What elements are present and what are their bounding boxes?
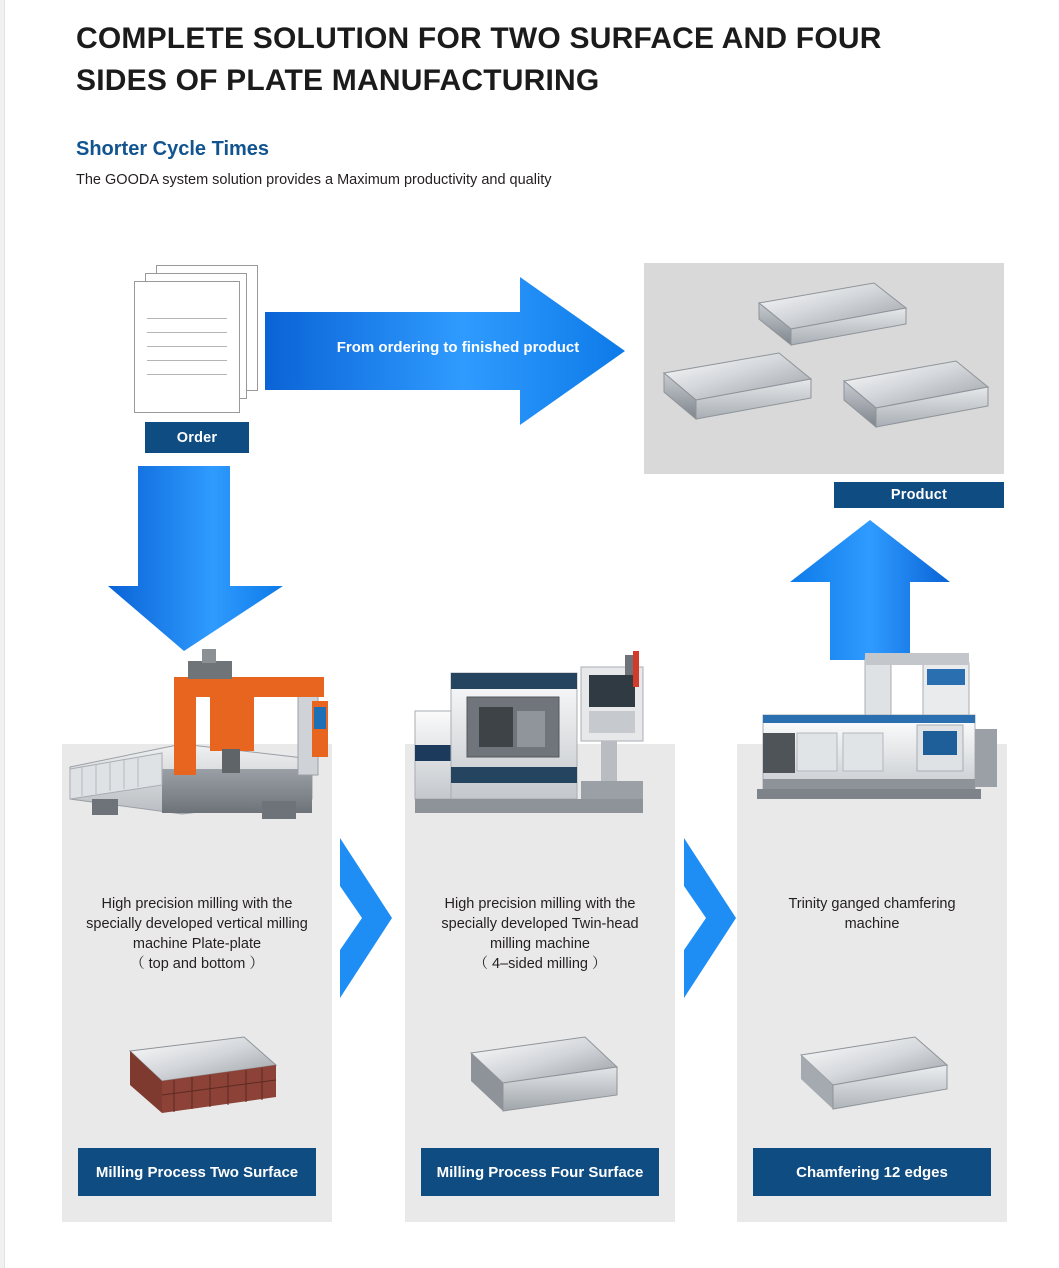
process-to-product-up-arrow <box>790 520 950 660</box>
process-3-caption <box>747 894 997 934</box>
page-edge <box>0 0 5 1268</box>
order-to-process-down-arrow <box>108 466 288 651</box>
order-label: Order <box>145 422 249 453</box>
process-3-caption-line: Trinity ganged chamfering <box>788 896 956 912</box>
order-documents-icon <box>134 265 262 413</box>
document-sheet-front <box>134 281 240 413</box>
ordering-to-product-arrow-text: From ordering to finished product <box>336 339 580 356</box>
process-column-3 <box>737 744 1007 1222</box>
process-2-caption-line: milling machine <box>490 936 590 952</box>
process-1-caption-line: specially developed vertical milling <box>86 916 308 932</box>
process-1-caption-line: （ top and bottom ） <box>130 956 264 972</box>
vertical-milling-machine-image <box>62 649 332 844</box>
product-gallery-panel <box>644 263 1004 474</box>
process-2-plate-image <box>455 1029 625 1139</box>
product-label: Product <box>834 482 1004 508</box>
section-description: The GOODA system solution provides a Maximum productivity and quality <box>76 172 552 188</box>
process-2-caption-line: （ 4–sided milling ） <box>473 956 607 972</box>
process-3-label: Chamfering 12 edges <box>753 1148 991 1196</box>
process-2-to-3-arrow <box>684 838 736 998</box>
process-3-plate-image <box>787 1029 957 1139</box>
page-title: COMPLETE SOLUTION FOR TWO SURFACE AND FOUR SIDES OF PLATE MANUFACTURING <box>76 22 882 97</box>
process-3-caption-line: machine <box>844 916 900 932</box>
process-1-caption-line: machine Plate-plate <box>132 936 262 952</box>
process-column-1 <box>62 744 332 1222</box>
process-2-caption-line: High precision milling with the <box>444 896 636 912</box>
section-subtitle: Shorter Cycle Times <box>76 138 270 160</box>
ordering-to-product-arrow <box>265 277 625 425</box>
process-1-plate-image <box>112 1029 282 1139</box>
process-1-caption <box>72 894 322 974</box>
document-text-lines <box>147 318 227 388</box>
process-2-caption-line: specially developed Twin-head <box>441 916 639 932</box>
process-column-2 <box>405 744 675 1222</box>
process-1-label: Milling Process Two Surface <box>78 1148 316 1196</box>
twin-head-milling-machine-image <box>405 649 675 844</box>
process-2-caption <box>415 894 665 974</box>
process-1-caption-line: High precision milling with the <box>101 896 293 912</box>
chamfering-machine-image <box>737 649 1007 844</box>
process-2-label: Milling Process Four Surface <box>421 1148 659 1196</box>
process-1-to-2-arrow <box>340 838 392 998</box>
